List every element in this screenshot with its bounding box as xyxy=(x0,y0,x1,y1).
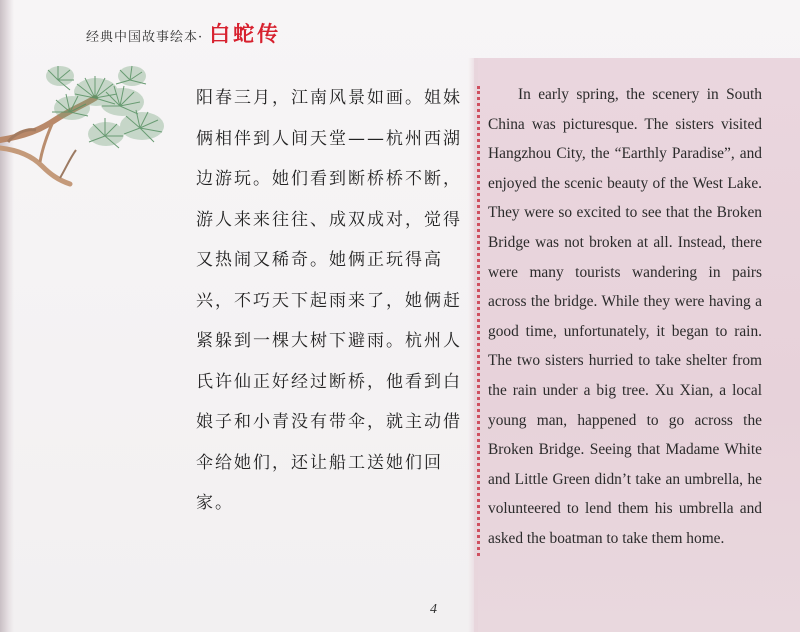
page-number: 4 xyxy=(430,602,437,617)
book-title: 白蛇传 xyxy=(209,21,282,46)
series-label: 经典中国故事绘本· xyxy=(86,30,204,45)
dotted-divider xyxy=(477,86,480,556)
english-story-text: In early spring, the scenery in South China was picturesque. The sisters visited Hangzhou City, the “Earthly Paradise”, and enjoyed the scenic beauty of the West Lake. They were so excited to see that the Broken Bridge was not broken at all. Instead, there were many tourists wandering in pairs across the bridge. While they were having a good time, unfortunately, it began to rain. The two sisters hurried to take shelter from the rain under a big tree. Xu Xian, a local young man, happened to go across the Broken Bridge. Seeing that Madame White and Little Green didn’t take an umbrella, he volunteered to lend them his umbrella and asked the boatman to take them home. xyxy=(488,86,762,547)
chinese-story-text: 阳春三月，江南风景如画。姐妹俩相伴到人间天堂——杭州西湖边游玩。她们看到断桥桥不断，游人来来往往、成双成对，觉得又热闹又稀奇。她俩正玩得高兴，不巧天下起雨来了，她俩赶紧躲到一棵大树下避雨。杭州人氏许仙正好经过断桥，他看到白娘子和小青没有带伞，就主动借伞给她们，还让船工送她们回家。 xyxy=(196,88,462,513)
pine-branch-illustration xyxy=(0,58,170,198)
book-header xyxy=(86,18,281,48)
